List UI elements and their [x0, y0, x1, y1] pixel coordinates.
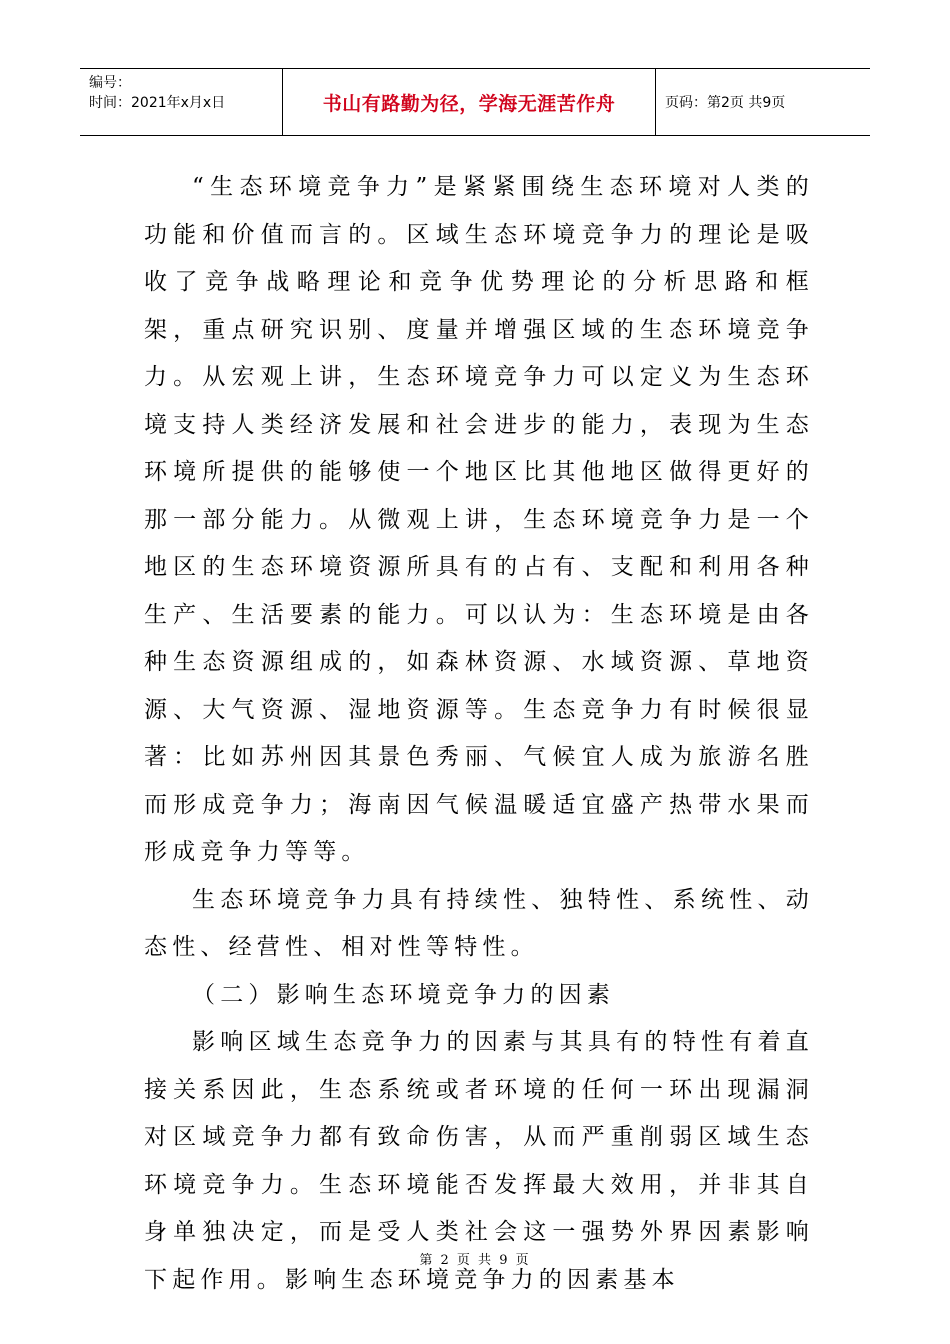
body-paragraph: 生态环境竞争力具有持续性、独特性、系统性、动态性、经营性、相对性等特性。 — [144, 886, 814, 960]
body-paragraph: 影响区域生态竞争力的因素与其具有的特性有着直接关系因此，生态系统或者环境的任何一环出现漏洞对区域竞争力都有致命伤害，从而严重削弱区域生态环境竞争力。生态环境能否发挥最大效用，并非其自身单独决定，而是受人类社会这一强势外界因素影响下起作用。影响生态环境竞争力的因素基本 — [144, 1029, 814, 1293]
header-page-info: 页码：第2页 共9页 — [665, 95, 786, 111]
body-paragraph: “生态环境竞争力”是紧紧围绕生态环境对人类的功能和价值而言的。区域生态环境竞争力的理论是吸收了竞争战略理论和竞争优势理论的分析思路和框架，重点研究识别、度量并增强区域的生态环境竞争力。从宏观上讲，生态环境竞争力可以定义为生态环境支持人类经济发展和社会进步的能力，表现为生态环境所提供的能够使一个地区比其他地区做得更好的那一部分能力。从微观上讲，生态环境竞争力是一个地区的生态环境资源所具有的占有、支配和利用各种生产、生活要素的能力。可以认为：生态环境是由各种生态资源组成的，如森林资源、水域资源、草地资源、大气资源、湿地资源等。生态竞争力有时候很显著：比如苏州因其景色秀丽、气候宜人成为旅游名胜而形成竞争力；海南因气候温暖适宜盛产热带水果而形成竞争力等等。 — [144, 174, 814, 865]
document-body — [144, 164, 814, 1304]
header-motto: 书山有路勤为径，学海无涯苦作舟 — [283, 69, 656, 135]
page-header — [80, 68, 870, 136]
document-number-label: 编号： — [89, 75, 131, 91]
header-meta-cell — [80, 69, 283, 135]
page-footer: 第 2 页 共 9 页 — [419, 1253, 531, 1268]
document-date-label: 时间：2021年x月x日 — [89, 95, 226, 111]
section-heading: （二）影响生态环境竞争力的因素 — [192, 981, 615, 1008]
